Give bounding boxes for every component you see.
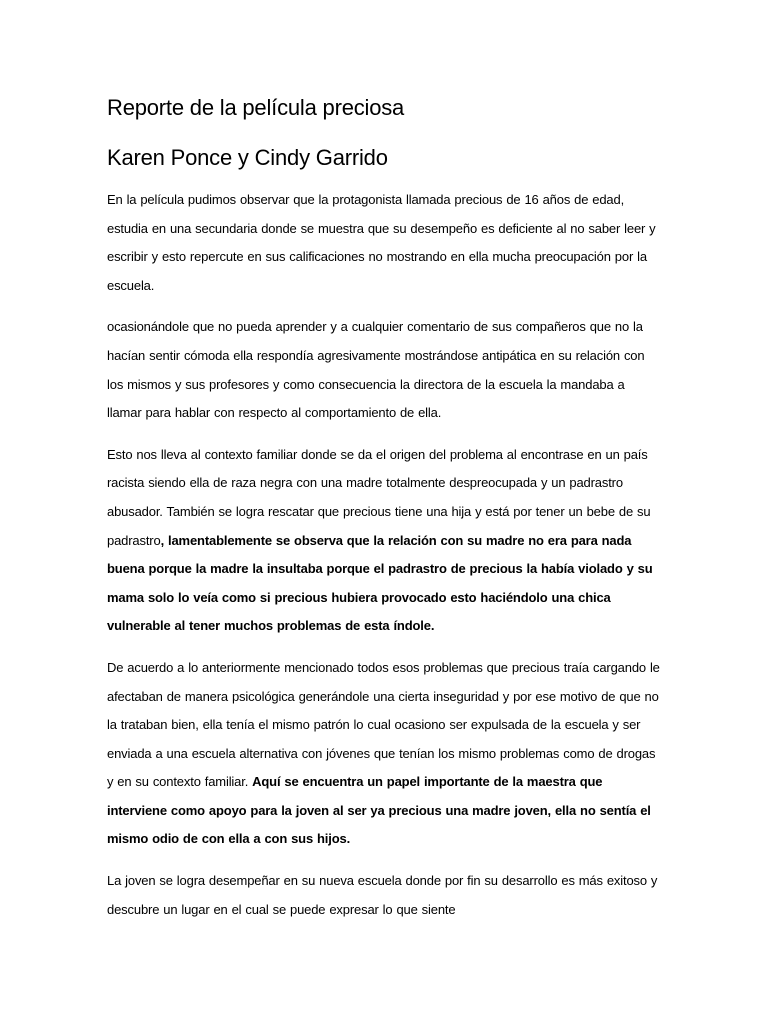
paragraph-text: De acuerdo a lo anteriormente mencionado todos esos problemas que precious traía cargando le afectaban de manera psicológica generándole una cierta inseguridad y por ese motivo de que no la trataban bien, ella tenía el mismo patrón lo cual ocasiono ser expulsada de la escuela y ser enviada a una escuela alternativa con jóvenes que tenían los mismo problemas como de drogas y en su contexto familiar. [107,659,660,790]
document-authors: Karen Ponce y Cindy Garrido [107,145,388,170]
paragraph-5 [107,867,663,924]
paragraph-text: ocasionándole que no pueda aprender y a cualquier comentario de sus compañeros que no la hacían sentir cómoda ella respondía agresivamente mostrándose antipática en su relación con los mismos y sus profesores y como consecuencia la directora de la escuela la mandaba a llamar para hablar con respecto al comportamiento de ella. [107,319,645,421]
paragraph-text: La joven se logra desempeñar en su nueva escuela donde por fin su desarrollo es más exitoso y descubre un lugar en el cual se puede expresar lo que siente [107,873,658,917]
paragraph-text: Esto nos lleva al contexto familiar donde se da el origen del problema al encontrase en un país racista siendo ella de raza negra con una madre totalmente despreocupada y un padrastro abusador. También se logra rescatar que precious tiene una hija y está por tener un bebe de su padrastro [107,446,651,548]
paragraph-bold-text: , lamentablemente se observa que la relación con su madre no era para nada buena porque la madre la insultaba porque el padrastro de precious la había violado y su mama solo lo veía como si precious hubiera provocado esto haciéndolo una chica vulnerable al tener muchos problemas de esta índole. [107,532,653,634]
paragraph-2 [107,313,663,427]
document-title: Reporte de la película preciosa [107,95,405,120]
paragraph-text: En la película pudimos observar que la protagonista llamada precious de 16 años de edad, estudia en una secundaria donde se muestra que su desempeño es deficiente al no saber leer y escribir y esto repercute en sus calificaciones no mostrando en ella mucha preocupación por la escuela. [107,192,656,293]
paragraph-4 [107,654,663,854]
paragraph-1 [107,186,663,300]
document-page [107,88,663,937]
paragraph-3 [107,441,663,641]
paragraph-bold-text: Aquí se encuentra un papel importante de la maestra que interviene como apoyo para la joven al ser ya precious una madre joven, ella no sentía el mismo odio de con ella a con sus hijos. [107,774,651,847]
